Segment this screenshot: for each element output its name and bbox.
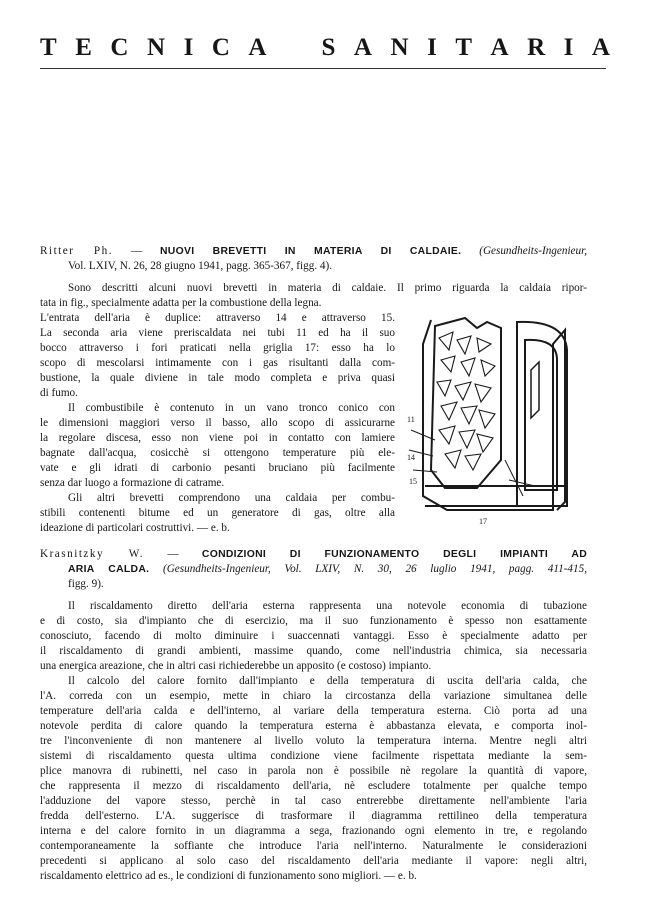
text-line: La seconda aria viene preriscaldata nei tubi 11 ed ha il suo [40, 327, 395, 339]
text-line: bustione, la quale diviene in tale modo completa e priva quasi [40, 372, 395, 384]
text-line: sistemi di riscaldamento questa ultima condizione viene facilmente rispettata mediante la sem- [40, 750, 587, 762]
text-line: le dimensioni maggiori verso il basso, allo scopo di assicurarne [40, 417, 395, 429]
figure-label: 17 [479, 517, 487, 526]
text-line: contemporaneamente la soffiante che introduce l'aria nell'interno. Naturalmente le considerazioni [40, 840, 587, 852]
text-line: il riscaldamento di grandi ambienti, massime quando, come nell'industria chimica, sia necessaria [40, 645, 587, 657]
article1-citation: (Gesundheits-Ingenieur, [479, 245, 588, 257]
running-head-letter: C [110, 34, 129, 61]
text-line: bocco attraverso i fori praticati nella griglia 17: esso ha lo [40, 342, 395, 354]
boiler-cross-section-drawing-icon [405, 310, 587, 528]
text-line: scopo di mescolarsi intimamente con i gas risultanti dalla com- [40, 357, 395, 369]
article1-title: NUOVI BREVETTI IN MATERIA DI CALDAIE. [159, 246, 462, 257]
running-head-letter: R [527, 34, 546, 61]
running-head-letter: C [211, 34, 230, 61]
text-line: fredda dell'esterno. L'A. suggerisce di trasformare il diagramma rettilineo della temperatura [40, 810, 587, 822]
text-line: l'adduzione del vapore stesso, perchè in tal caso entrerebbe direttamente nell'ambiente l'aria [40, 795, 587, 807]
running-head-letter: N [390, 34, 409, 61]
article1-author: Ritter Ph. [40, 245, 113, 257]
text-line: notevole perdita di calore quando la temperatura esterna è abbastanza elevata, e comporta inol- [40, 720, 587, 732]
running-head-letter: A [353, 34, 372, 61]
dash: — [113, 245, 160, 257]
figure-label: 11 [407, 415, 415, 424]
running-head-letter: A [591, 34, 610, 61]
text-line: senza dar luogo a formazione di catrame. [40, 477, 225, 489]
text-line: Il calcolo del calore fornito dall'impianto e della temperatura di uscita dell'aria calda, che [68, 675, 587, 687]
text-line: precedenti si applicano al solo caso del riscaldamento dell'aria mediante il vapore: negli altri, [40, 855, 587, 867]
text-line: conosciuto, facendo di molto diminuire i suaccennati vantaggi. Esso è specialmente adatto per [40, 630, 587, 642]
article2-title: CONDIZIONI DI FUNZIONAMENTO DEGLI IMPIANTI AD [201, 549, 588, 560]
text-line: temperature dell'aria calda e dell'interno, al variare della temperatura esterna. Ciò porta ad una [40, 705, 587, 717]
text-line: e di costo, sia d'impianto che di esercizio, ma il suo funzionamento è spesso non esattamente [40, 615, 587, 627]
article2-title: ARIA CALDA. [68, 564, 150, 575]
figure-label: 15 [409, 477, 417, 486]
text-line: riscaldamento elettrico ad es., le condizioni di funzionamento sono migliori. — e. b. [40, 870, 417, 882]
text-line: bagnate dall'acqua, cosicchè si ottengono temperature più ele- [40, 447, 395, 459]
text-line: ideazione di particolari costruttivi. — e. b. [40, 522, 230, 534]
running-head-letter: N [146, 34, 166, 61]
text-line: una energica areazione, che in altri casi richiederebbe un apposito (e costoso) impianto. [40, 660, 432, 672]
text-line: l'A. correda con un esempio, mette in chiaro la circostanza della variazione simultanea delle [40, 690, 587, 702]
article2-citation: figg. 9). [68, 578, 104, 590]
figure-label: 14 [407, 453, 415, 462]
boiler-figure [405, 310, 587, 528]
header-rule [40, 68, 606, 69]
text-line: tre l'inconveniente di non mantenere al livello voluto la temperatura interna. Mentre negli altri [40, 735, 587, 747]
text-line: stibili contenenti bitume ed un generatore di gas, oltre alla [40, 507, 395, 519]
running-head-letter: I [183, 34, 194, 61]
text-line: plice manovra di rubinetti, nel caso in parola non è possibile nè regolare la quantità di vapore, [40, 765, 587, 777]
dash: — [144, 548, 202, 560]
text-line: di fumo. [40, 387, 78, 399]
article2-citation: (Gesundheits-Ingenieur, Vol. LXIV, N. 30, 26 luglio 1941, pagg. 411-415, [163, 563, 587, 575]
running-head-letter: A [490, 34, 509, 61]
article2-heading [40, 547, 587, 562]
text-line: Il riscaldamento diretto dell'aria esterna rappresenta una notevole economia di tubazione [68, 600, 587, 612]
running-head [40, 30, 610, 66]
running-head-letter: T [455, 34, 472, 61]
text-line: interna e del calore fornito in un diagramma a sega, frazionando ogni elemento in tre, e regolando [40, 825, 587, 837]
text-line: Gli altri brevetti comprendono una caldaia per combu- [68, 492, 395, 504]
article1-heading [40, 244, 587, 259]
article2-author: Krasnitzky W. [40, 548, 145, 560]
article2-title-line2 [68, 562, 587, 577]
text-line: Sono descritti alcuni nuovi brevetti in materia di caldaie. Il primo riguarda la caldaia ripor- [68, 282, 587, 294]
running-head-letter: S [321, 34, 336, 61]
text-line: la regolare discesa, esso non viene poi in contatto con lamiere [40, 432, 395, 444]
article1-citation-line: Vol. LXIV, N. 26, 28 giugno 1941, pagg. 365-367, figg. 4). [68, 260, 333, 272]
running-head-letter: I [427, 34, 437, 61]
running-head-letter: I [563, 34, 574, 61]
running-head-letter: T [40, 34, 57, 61]
text-line: tata in fig., specialmente adatta per la combustione della legna. [40, 297, 322, 309]
running-head-letter: E [75, 34, 92, 61]
text-line: Il combustibile è contenuto in un vano tronco conico con [68, 402, 395, 414]
running-head-letter: A [248, 34, 267, 61]
text-line: vate e gli idrati di carbonio pesanti bruciano più facilmente [40, 462, 395, 474]
text-line: che rappresenta il mezzo di riscaldamento dell'aria, nè escludere totalmente per qualche tempo [40, 780, 587, 792]
text-line: L'entrata dell'aria è duplice: attraverso 14 e attraverso 15. [40, 312, 395, 324]
